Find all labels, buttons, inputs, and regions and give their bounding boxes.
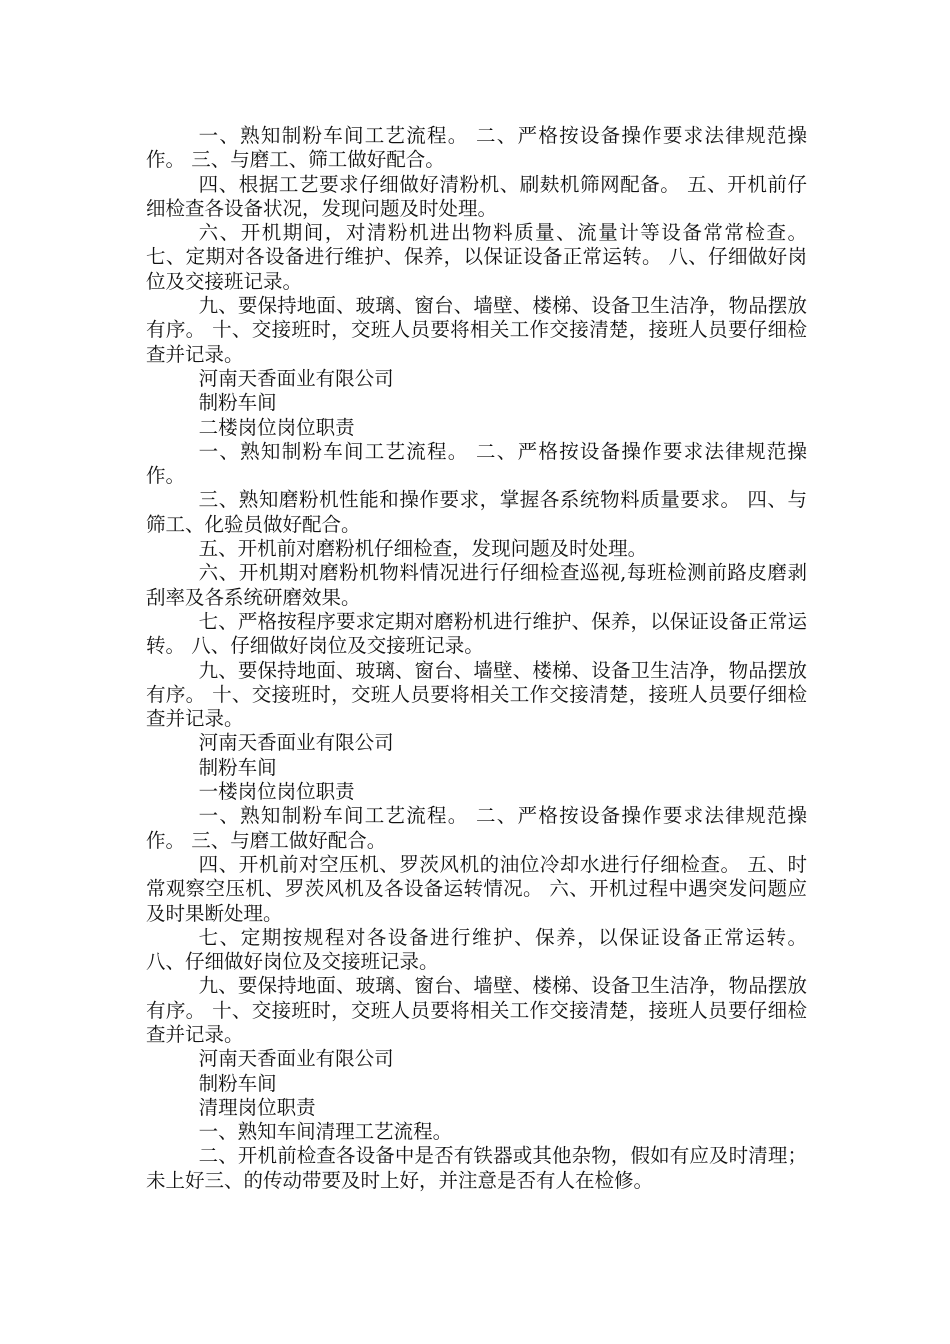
paragraph: 一、熟知制粉车间工艺流程。 二、严格按设备操作要求法律规范操作。 三、与磨工做好配合。: [146, 804, 807, 852]
paragraph: 二、开机前检查各设备中是否有铁器或其他杂物，假如有应及时清理；未上好三、的传动带要及时上好，并注意是否有人在检修。: [146, 1144, 807, 1192]
paragraph: 三、熟知磨粉机性能和操作要求，掌握各系统物料质量要求。 四、与筛工、化验员做好配合。: [146, 488, 807, 536]
paragraph: 九、要保持地面、玻璃、窗台、墙壁、楼梯、设备卫生洁净，物品摆放有序。 十、交接班时，交班人员要将相关工作交接清楚，接班人员要仔细检查并记录。: [146, 294, 807, 366]
department-name: 制粉车间: [198, 391, 277, 415]
paragraph: 九、要保持地面、玻璃、窗台、墙壁、楼梯、设备卫生洁净，物品摆放有序。 十、交接班时，交班人员要将相关工作交接清楚，接班人员要仔细检查并记录。: [146, 974, 807, 1046]
department-name: 制粉车间: [198, 755, 277, 779]
section-title: 清理岗位职责: [198, 1095, 316, 1119]
paragraph: 九、要保持地面、玻璃、窗台、墙壁、楼梯、设备卫生洁净，物品摆放有序。 十、交接班时，交班人员要将相关工作交接清楚，接班人员要仔细检查并记录。: [146, 658, 807, 731]
paragraph: 七、定期按规程对各设备进行维护、保养，以保证设备正常运转。 八、仔细做好岗位及交接班记录。: [146, 925, 807, 974]
section-title: 一楼岗位岗位职责: [198, 780, 355, 804]
paragraph: 四、根据工艺要求仔细做好清粉机、刷麸机筛网配备。 五、开机前仔细检查各设备状况，发现问题及时处理。: [146, 172, 807, 220]
section-title: 二楼岗位岗位职责: [198, 415, 355, 439]
company-name: 河南天香面业有限公司: [198, 366, 394, 390]
company-name: 河南天香面业有限公司: [198, 731, 394, 755]
paragraph: 一、熟知制粉车间工艺流程。 二、严格按设备操作要求法律规范操作。: [146, 439, 807, 488]
company-name: 河南天香面业有限公司: [198, 1047, 394, 1071]
paragraph: 七、严格按程序要求定期对磨粉机进行维护、保养，以保证设备正常运转。 八、仔细做好岗位及交接班记录。: [146, 609, 807, 658]
paragraph: 五、开机前对磨粉机仔细检查，发现问题及时处理。: [198, 537, 648, 561]
paragraph: 四、开机前对空压机、罗茨风机的油位冷却水进行仔细检查。 五、时常观察空压机、罗茨风机及各设备运转情况。 六、开机过程中遇突发问题应及时果断处理。: [146, 852, 807, 925]
paragraph: 六、开机期对磨粉机物料情况进行仔细检查巡视,每班检测前路皮磨剥刮率及各系统研磨效果。: [146, 561, 807, 609]
paragraph: 一、熟知制粉车间工艺流程。 二、严格按设备操作要求法律规范操作。 三、与磨工、筛工做好配合。: [146, 124, 807, 172]
paragraph: 六、开机期间，对清粉机进出物料质量、流量计等设备常常检查。 七、定期对各设备进行维护、保养，以保证设备正常运转。 八、仔细做好岗位及交接班记录。: [146, 221, 807, 293]
department-name: 制粉车间: [198, 1071, 277, 1095]
paragraph: 一、熟知车间清理工艺流程。: [198, 1120, 453, 1144]
